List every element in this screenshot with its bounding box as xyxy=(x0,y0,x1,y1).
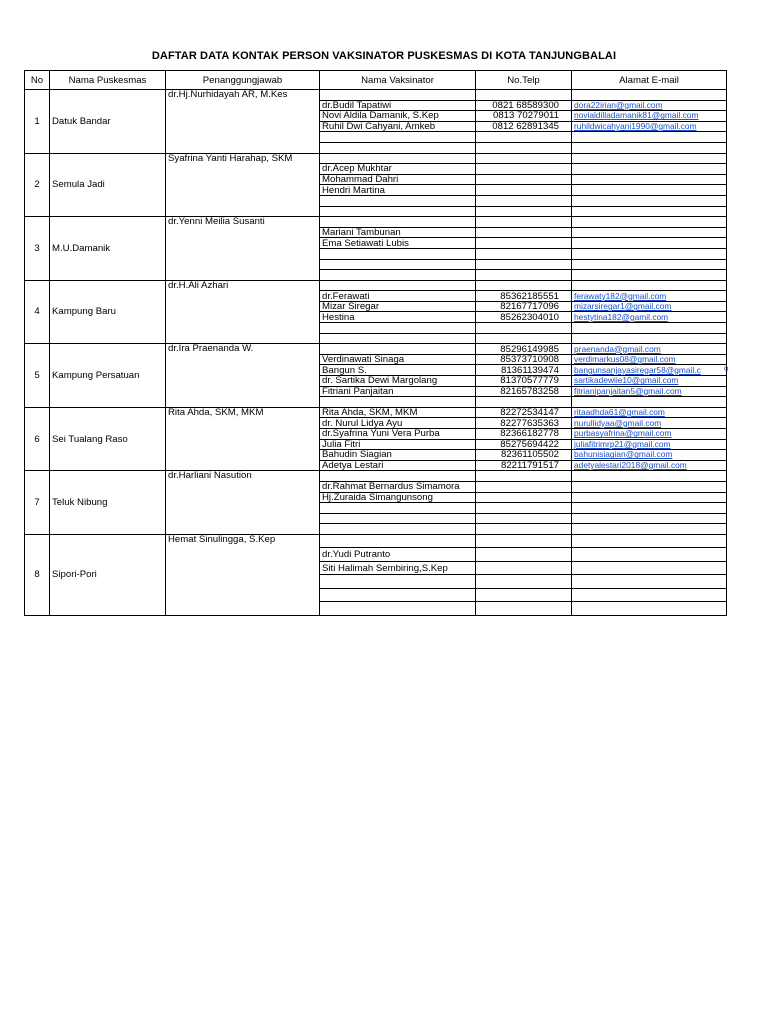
phone-number: 85275694422 xyxy=(476,439,572,450)
penanggungjawab-name: dr.Harliani Nasution xyxy=(166,471,320,535)
penanggungjawab-name: Hemat Sinulingga, S.Kep xyxy=(166,534,320,615)
puskesmas-name: Sei Tualang Raso xyxy=(50,407,166,471)
row-number: 8 xyxy=(25,534,50,615)
email-link xyxy=(572,227,727,238)
email-link xyxy=(572,481,727,492)
vaksinator-name: dr.Budil Tapatiwi xyxy=(320,100,476,111)
email-link xyxy=(572,575,727,589)
phone-number xyxy=(476,323,572,334)
vaksinator-name: Bahudin Siagian xyxy=(320,450,476,461)
email-link[interactable]: purbasyafrina@gmail.com xyxy=(572,429,727,440)
row-number: 3 xyxy=(25,217,50,281)
phone-number: 82211791517 xyxy=(476,460,572,471)
email-link[interactable]: dora22irian@gmail.com xyxy=(572,100,727,111)
email-link xyxy=(572,248,727,259)
vaksinator-name xyxy=(320,344,476,355)
vaksinator-name: dr. Sartika Dewi Margolang xyxy=(320,376,476,387)
email-link xyxy=(572,164,727,175)
email-link xyxy=(572,548,727,562)
vaksinator-name xyxy=(320,503,476,514)
contact-table xyxy=(24,70,727,616)
vaksinator-name: Ruhil Dwi Cahyani, Amkeb xyxy=(320,121,476,132)
phone-number: 82167717096 xyxy=(476,301,572,312)
phone-number xyxy=(476,524,572,535)
phone-number xyxy=(476,132,572,143)
vaksinator-name: Bangun S. xyxy=(320,365,476,376)
vaksinator-name: dr.Rahmat Bernardus Simamora xyxy=(320,481,476,492)
email-link xyxy=(572,132,727,143)
table-row xyxy=(25,90,727,101)
email-link xyxy=(572,397,727,408)
phone-number: 0812 62891345 xyxy=(476,121,572,132)
email-link[interactable]: juliafitrimrp21@gmail.com xyxy=(572,439,727,450)
vaksinator-name xyxy=(320,248,476,259)
phone-number xyxy=(476,280,572,291)
table-row xyxy=(25,534,727,548)
vaksinator-name xyxy=(320,333,476,344)
vaksinator-name xyxy=(320,259,476,270)
table-row xyxy=(25,217,727,228)
email-link[interactable]: novialdilladamanik81@gmail.com xyxy=(572,111,727,122)
vaksinator-name: Hestina xyxy=(320,312,476,323)
table-row xyxy=(25,280,727,291)
email-link[interactable]: praenanda@gmail.com xyxy=(572,344,727,355)
vaksinator-name: Verdinawati Sinaga xyxy=(320,354,476,365)
phone-number: 81370577779 xyxy=(476,376,572,387)
phone-number: 82361105502 xyxy=(476,450,572,461)
table-row xyxy=(25,471,727,482)
vaksinator-name: Rita Ahda, SKM, MKM xyxy=(320,407,476,418)
vaksinator-name: Mizar Siregar xyxy=(320,301,476,312)
row-number: 1 xyxy=(25,90,50,154)
row-number: 5 xyxy=(25,344,50,408)
vaksinator-name xyxy=(320,397,476,408)
email-link xyxy=(572,588,727,602)
table-body xyxy=(25,90,727,616)
vaksinator-name: Julia Fitri xyxy=(320,439,476,450)
phone-number: 82165783258 xyxy=(476,386,572,397)
vaksinator-name: Siti Halimah Sembiring,S.Kep xyxy=(320,561,476,575)
phone-number: 0813 70279011 xyxy=(476,111,572,122)
vaksinator-name: dr.Ferawati xyxy=(320,291,476,302)
vaksinator-name xyxy=(320,471,476,482)
email-link[interactable]: adetyalestari2018@gmail.com xyxy=(572,460,727,471)
phone-number xyxy=(476,248,572,259)
phone-number: 0821 68589300 xyxy=(476,100,572,111)
header-row xyxy=(25,71,727,90)
phone-number xyxy=(476,588,572,602)
email-link xyxy=(572,90,727,101)
vaksinator-name xyxy=(320,206,476,217)
phone-number xyxy=(476,259,572,270)
email-link xyxy=(572,142,727,153)
email-link[interactable]: nurullidyaa@gmail.com xyxy=(572,418,727,429)
phone-number: 85373710908 xyxy=(476,354,572,365)
penanggungjawab-name: dr.Ira Praenanda W. xyxy=(166,344,320,408)
phone-number xyxy=(476,185,572,196)
vaksinator-name xyxy=(320,513,476,524)
vaksinator-name: Mohammad Dahri xyxy=(320,174,476,185)
vaksinator-name xyxy=(320,270,476,281)
vaksinator-name xyxy=(320,323,476,334)
email-link[interactable]: fitrianipanjaitan5@gmail.com xyxy=(572,386,727,397)
phone-number xyxy=(476,503,572,514)
email-link[interactable]: bahunisiagian@gmail.com xyxy=(572,450,727,461)
document-title: DAFTAR DATA KONTAK PERSON VAKSINATOR PUSKESMAS DI KOTA TANJUNGBALAI xyxy=(151,50,617,62)
phone-number xyxy=(476,153,572,164)
vaksinator-name: dr. Nurul Lidya Ayu xyxy=(320,418,476,429)
email-link[interactable]: ruhildwicahyani1990@gmail.com xyxy=(572,121,727,132)
vaksinator-name: Mariani Tambunan xyxy=(320,227,476,238)
vaksinator-name xyxy=(320,524,476,535)
phone-number xyxy=(476,471,572,482)
header-telp: No.Telp xyxy=(476,71,572,90)
email-link xyxy=(572,259,727,270)
penanggungjawab-name: Syafrina Yanti Harahap, SKM xyxy=(166,153,320,217)
phone-number xyxy=(476,575,572,589)
phone-number xyxy=(476,195,572,206)
row-number: 6 xyxy=(25,407,50,471)
vaksinator-name xyxy=(320,90,476,101)
vaksinator-name xyxy=(320,588,476,602)
email-link xyxy=(572,238,727,249)
puskesmas-name: Sipori-Pori xyxy=(50,534,166,615)
email-link xyxy=(572,323,727,334)
email-link[interactable]: ritaadhda61@gmail.com xyxy=(572,407,727,418)
phone-number: 85296149985 xyxy=(476,344,572,355)
email-link xyxy=(572,602,727,616)
vaksinator-name xyxy=(320,280,476,291)
email-link xyxy=(572,174,727,185)
penanggungjawab-name: Rita Ahda, SKM, MKM xyxy=(166,407,320,471)
email-link[interactable]: bangunsanjayasiregar58@gmail.c xyxy=(572,365,727,376)
vaksinator-name xyxy=(320,534,476,548)
phone-number: 82277635363 xyxy=(476,418,572,429)
vaksinator-name xyxy=(320,575,476,589)
phone-number xyxy=(476,492,572,503)
header-puskesmas: Nama Puskesmas xyxy=(50,71,166,90)
email-link xyxy=(572,492,727,503)
puskesmas-name: Kampung Baru xyxy=(50,280,166,344)
header-email: Alamat E-mail xyxy=(572,71,727,90)
phone-number xyxy=(476,238,572,249)
row-number: 4 xyxy=(25,280,50,344)
phone-number: 82366182778 xyxy=(476,429,572,440)
email-link[interactable]: mizarsiregar1@gmail.com xyxy=(572,301,727,312)
email-link[interactable]: sartikadewiie10@gmail.com xyxy=(572,376,727,387)
phone-number: 82272534147 xyxy=(476,407,572,418)
phone-number xyxy=(476,333,572,344)
vaksinator-name: dr.Yudi Putranto xyxy=(320,548,476,562)
vaksinator-name xyxy=(320,602,476,616)
table-row xyxy=(25,344,727,355)
email-link xyxy=(572,153,727,164)
phone-number xyxy=(476,602,572,616)
puskesmas-name: Datuk Bandar xyxy=(50,90,166,154)
phone-number xyxy=(476,513,572,524)
vaksinator-name: dr.Acep Mukhtar xyxy=(320,164,476,175)
phone-number xyxy=(476,142,572,153)
phone-number xyxy=(476,217,572,228)
email-link xyxy=(572,280,727,291)
email-link xyxy=(572,513,727,524)
phone-number xyxy=(476,270,572,281)
email-link xyxy=(572,503,727,514)
row-number: 2 xyxy=(25,153,50,217)
email-link xyxy=(572,524,727,535)
vaksinator-name: Ema Setiawati Lubis xyxy=(320,238,476,249)
email-link[interactable]: hestytina182@gamil.com xyxy=(572,312,727,323)
email-link xyxy=(572,206,727,217)
overflow-mark: o xyxy=(724,364,729,373)
header-vaksinator: Nama Vaksinator xyxy=(320,71,476,90)
vaksinator-name: Adetya Lestari xyxy=(320,460,476,471)
vaksinator-name xyxy=(320,153,476,164)
vaksinator-name: dr.Syafrina Yuni Vera Purba xyxy=(320,429,476,440)
puskesmas-name: Semula Jadi xyxy=(50,153,166,217)
email-link[interactable]: verdimarkus08@gmail.com xyxy=(572,354,727,365)
penanggungjawab-name: dr.H.Ali Azhari xyxy=(166,280,320,344)
table-row xyxy=(25,407,727,418)
vaksinator-name xyxy=(320,142,476,153)
penanggungjawab-name: dr.Hj.Nurhidayah AR, M.Kes xyxy=(166,90,320,154)
email-link xyxy=(572,561,727,575)
email-link xyxy=(572,534,727,548)
vaksinator-name xyxy=(320,195,476,206)
vaksinator-name xyxy=(320,132,476,143)
email-link xyxy=(572,217,727,228)
phone-number: 81361139474 xyxy=(476,365,572,376)
email-link xyxy=(572,195,727,206)
phone-number xyxy=(476,174,572,185)
puskesmas-name: Teluk Nibung xyxy=(50,471,166,535)
email-link[interactable]: ferawaty182@gmail.com xyxy=(572,291,727,302)
puskesmas-name: M.U.Damanik xyxy=(50,217,166,281)
header-no: No xyxy=(25,71,50,90)
table-row xyxy=(25,153,727,164)
puskesmas-name: Kampung Persatuan xyxy=(50,344,166,408)
vaksinator-name: Fitriani Panjaitan xyxy=(320,386,476,397)
header-penanggungjawab: Penanggungjawab xyxy=(166,71,320,90)
vaksinator-name xyxy=(320,217,476,228)
phone-number xyxy=(476,534,572,548)
email-link xyxy=(572,270,727,281)
vaksinator-name: Hj.Zuraida Simangunsong xyxy=(320,492,476,503)
row-number: 7 xyxy=(25,471,50,535)
phone-number xyxy=(476,481,572,492)
email-link xyxy=(572,471,727,482)
phone-number xyxy=(476,90,572,101)
phone-number xyxy=(476,397,572,408)
email-link xyxy=(572,185,727,196)
penanggungjawab-name: dr.Yenni Meilia Susanti xyxy=(166,217,320,281)
phone-number: 85362185551 xyxy=(476,291,572,302)
vaksinator-name: Novi Aldila Damanik, S.Kep xyxy=(320,111,476,122)
phone-number xyxy=(476,548,572,562)
phone-number xyxy=(476,227,572,238)
phone-number xyxy=(476,561,572,575)
phone-number xyxy=(476,206,572,217)
phone-number: 85262304010 xyxy=(476,312,572,323)
email-link xyxy=(572,333,727,344)
phone-number xyxy=(476,164,572,175)
vaksinator-name: Hendri Martina xyxy=(320,185,476,196)
